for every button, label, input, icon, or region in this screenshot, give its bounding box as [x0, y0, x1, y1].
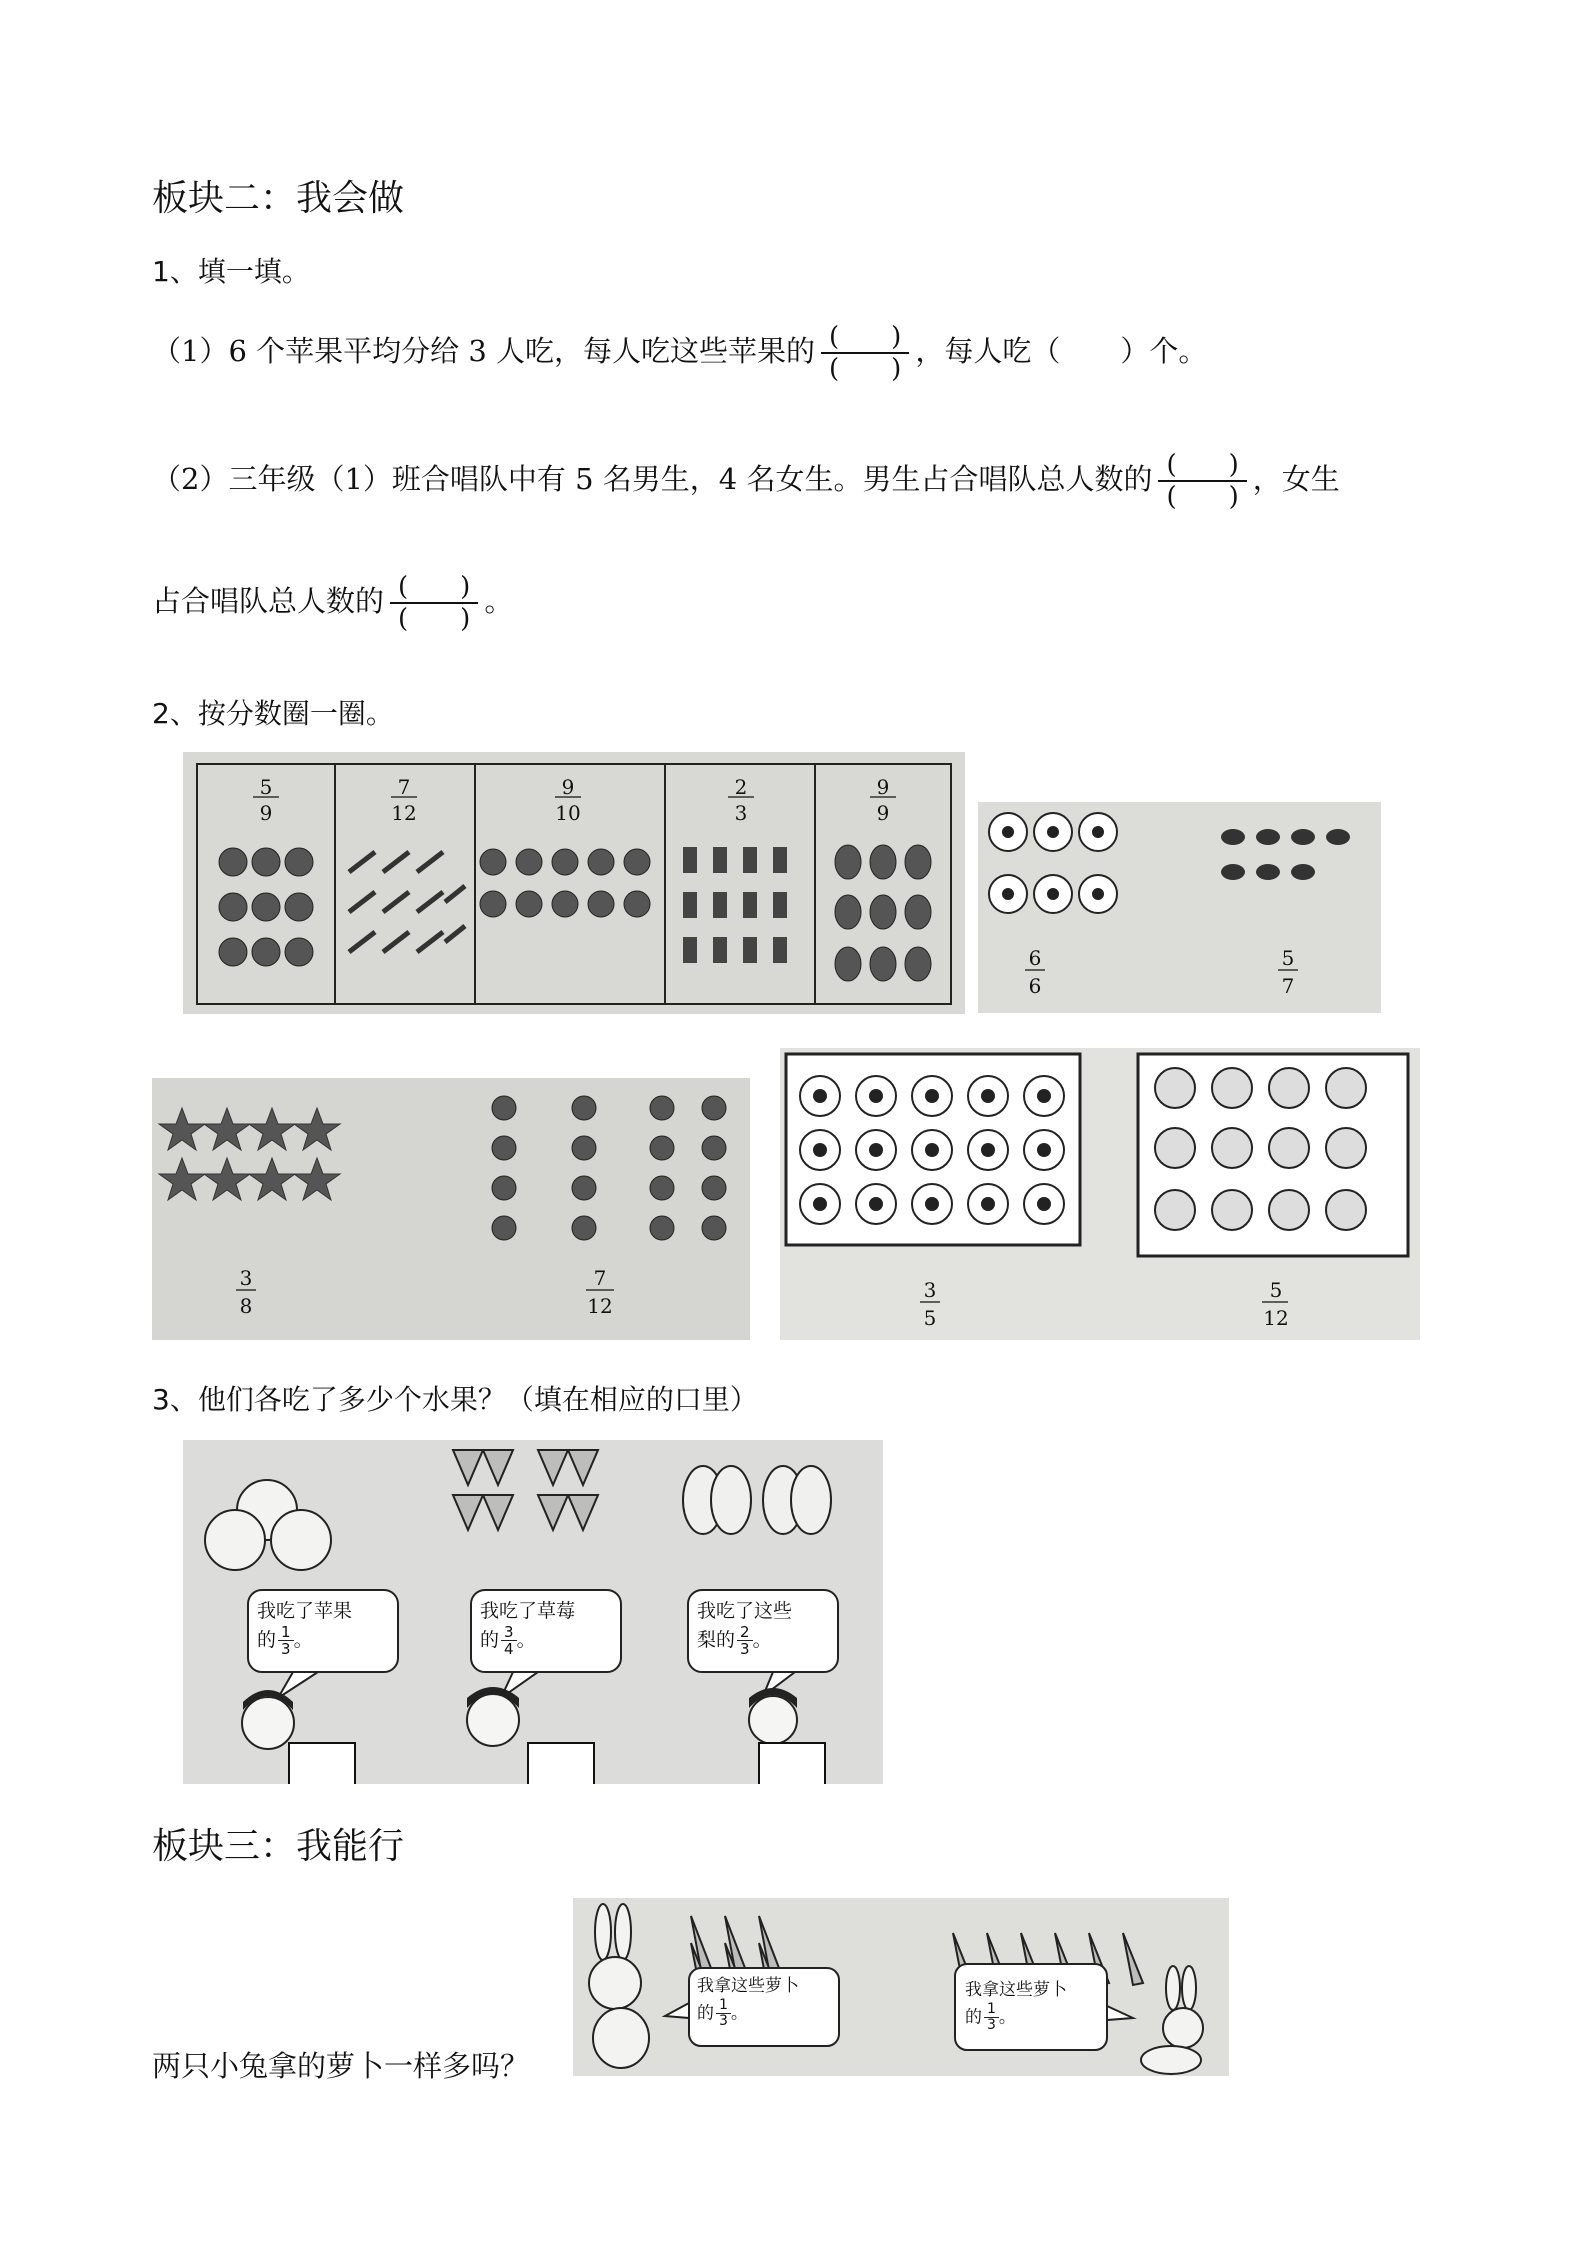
fruits-photo: [183, 1440, 883, 1784]
q1-part2-line2: [152, 572, 513, 634]
fraction-3-5: 3 5: [923, 1278, 937, 1330]
q1-part1-mid: ，每人吃（: [915, 334, 1061, 368]
q1-part2-line2-post: 。: [484, 584, 514, 618]
fraction-7-12: 7 12: [587, 1266, 613, 1318]
table-fraction-3: 9 10: [555, 775, 581, 825]
blank-denominator[interactable]: ( ): [390, 602, 478, 634]
q3-heading: 3、他们各吃了多少个水果？（填在相应的口里）: [152, 1383, 758, 1416]
fraction-blank[interactable]: [821, 322, 909, 384]
answer-box-apple[interactable]: [288, 1742, 356, 1784]
fraction-5-7: 5 7: [1281, 946, 1295, 998]
fraction-table-photo: [183, 752, 965, 1014]
bubble-rabbit-left: 我拿这些萝卜 的 $\frac{1}{3}$ 。: [697, 1976, 799, 2029]
q1-part2-line2-text: 占合唱队总人数的: [152, 584, 385, 618]
section-3-title: 板块三：我能行: [152, 1826, 405, 1867]
fraction-blank[interactable]: [390, 572, 478, 634]
q1-part2-post: ，女生: [1252, 462, 1340, 496]
blank-numerator[interactable]: ( ): [829, 322, 902, 352]
blank-denominator[interactable]: ( ): [1158, 480, 1246, 512]
fraction-5-12: 5 12: [1263, 1278, 1289, 1330]
fraction-blank[interactable]: [1158, 450, 1246, 512]
answer-box-pear[interactable]: [758, 1742, 826, 1784]
q1-part1-post: ）个。: [1120, 334, 1208, 368]
bubble-strawberry: 我吃了草莓 的 $\frac{3}{4}$ 。: [480, 1600, 576, 1658]
bubble-pear: 我吃了这些 梨的 $\frac{2}{3}$ 。: [697, 1600, 793, 1658]
table-fraction-2: 7 12: [391, 775, 417, 825]
q2-heading: 2、按分数圈一圈。: [152, 697, 394, 730]
bubble-rabbit-right: 我拿这些萝卜 的 $\frac{1}{3}$ 。: [965, 1980, 1067, 2033]
blank-numerator[interactable]: ( ): [398, 572, 471, 602]
table-fraction-1: 5 9: [259, 775, 273, 825]
fraction-6-6: 6 6: [1028, 946, 1042, 998]
fraction-3-8: 3 8: [239, 1266, 253, 1318]
q4-question: 两只小兔拿的萝卜一样多吗？: [152, 2049, 530, 2083]
blank-numerator[interactable]: ( ): [1166, 450, 1239, 480]
q1-heading: 1、填一填。: [152, 255, 310, 288]
q1-part1-text: （1）6 个苹果平均分给 3 人吃，每人吃这些苹果的: [152, 334, 816, 368]
soccer-volleyball-photo: [780, 1048, 1420, 1340]
rabbits-carrots-photo: [573, 1898, 1229, 2076]
blank-denominator[interactable]: ( ): [821, 352, 909, 384]
balls-bees-photo: [978, 802, 1381, 1013]
answer-box-strawberry[interactable]: [527, 1742, 595, 1784]
section-2-title: 板块二：我会做: [152, 178, 405, 219]
q1-part1: [152, 322, 1207, 384]
stars-flowers-photo: [152, 1078, 750, 1340]
q1-part2-text: （2）三年级（1）班合唱队中有 5 名男生，4 名女生。男生占合唱队总人数的: [152, 462, 1153, 496]
table-fraction-4: 2 3: [734, 775, 748, 825]
q1-part2: [152, 450, 1340, 512]
bubble-apple: 我吃了苹果 的 $\frac{1}{3}$ 。: [257, 1600, 353, 1658]
table-fraction-5: 9 9: [876, 775, 890, 825]
